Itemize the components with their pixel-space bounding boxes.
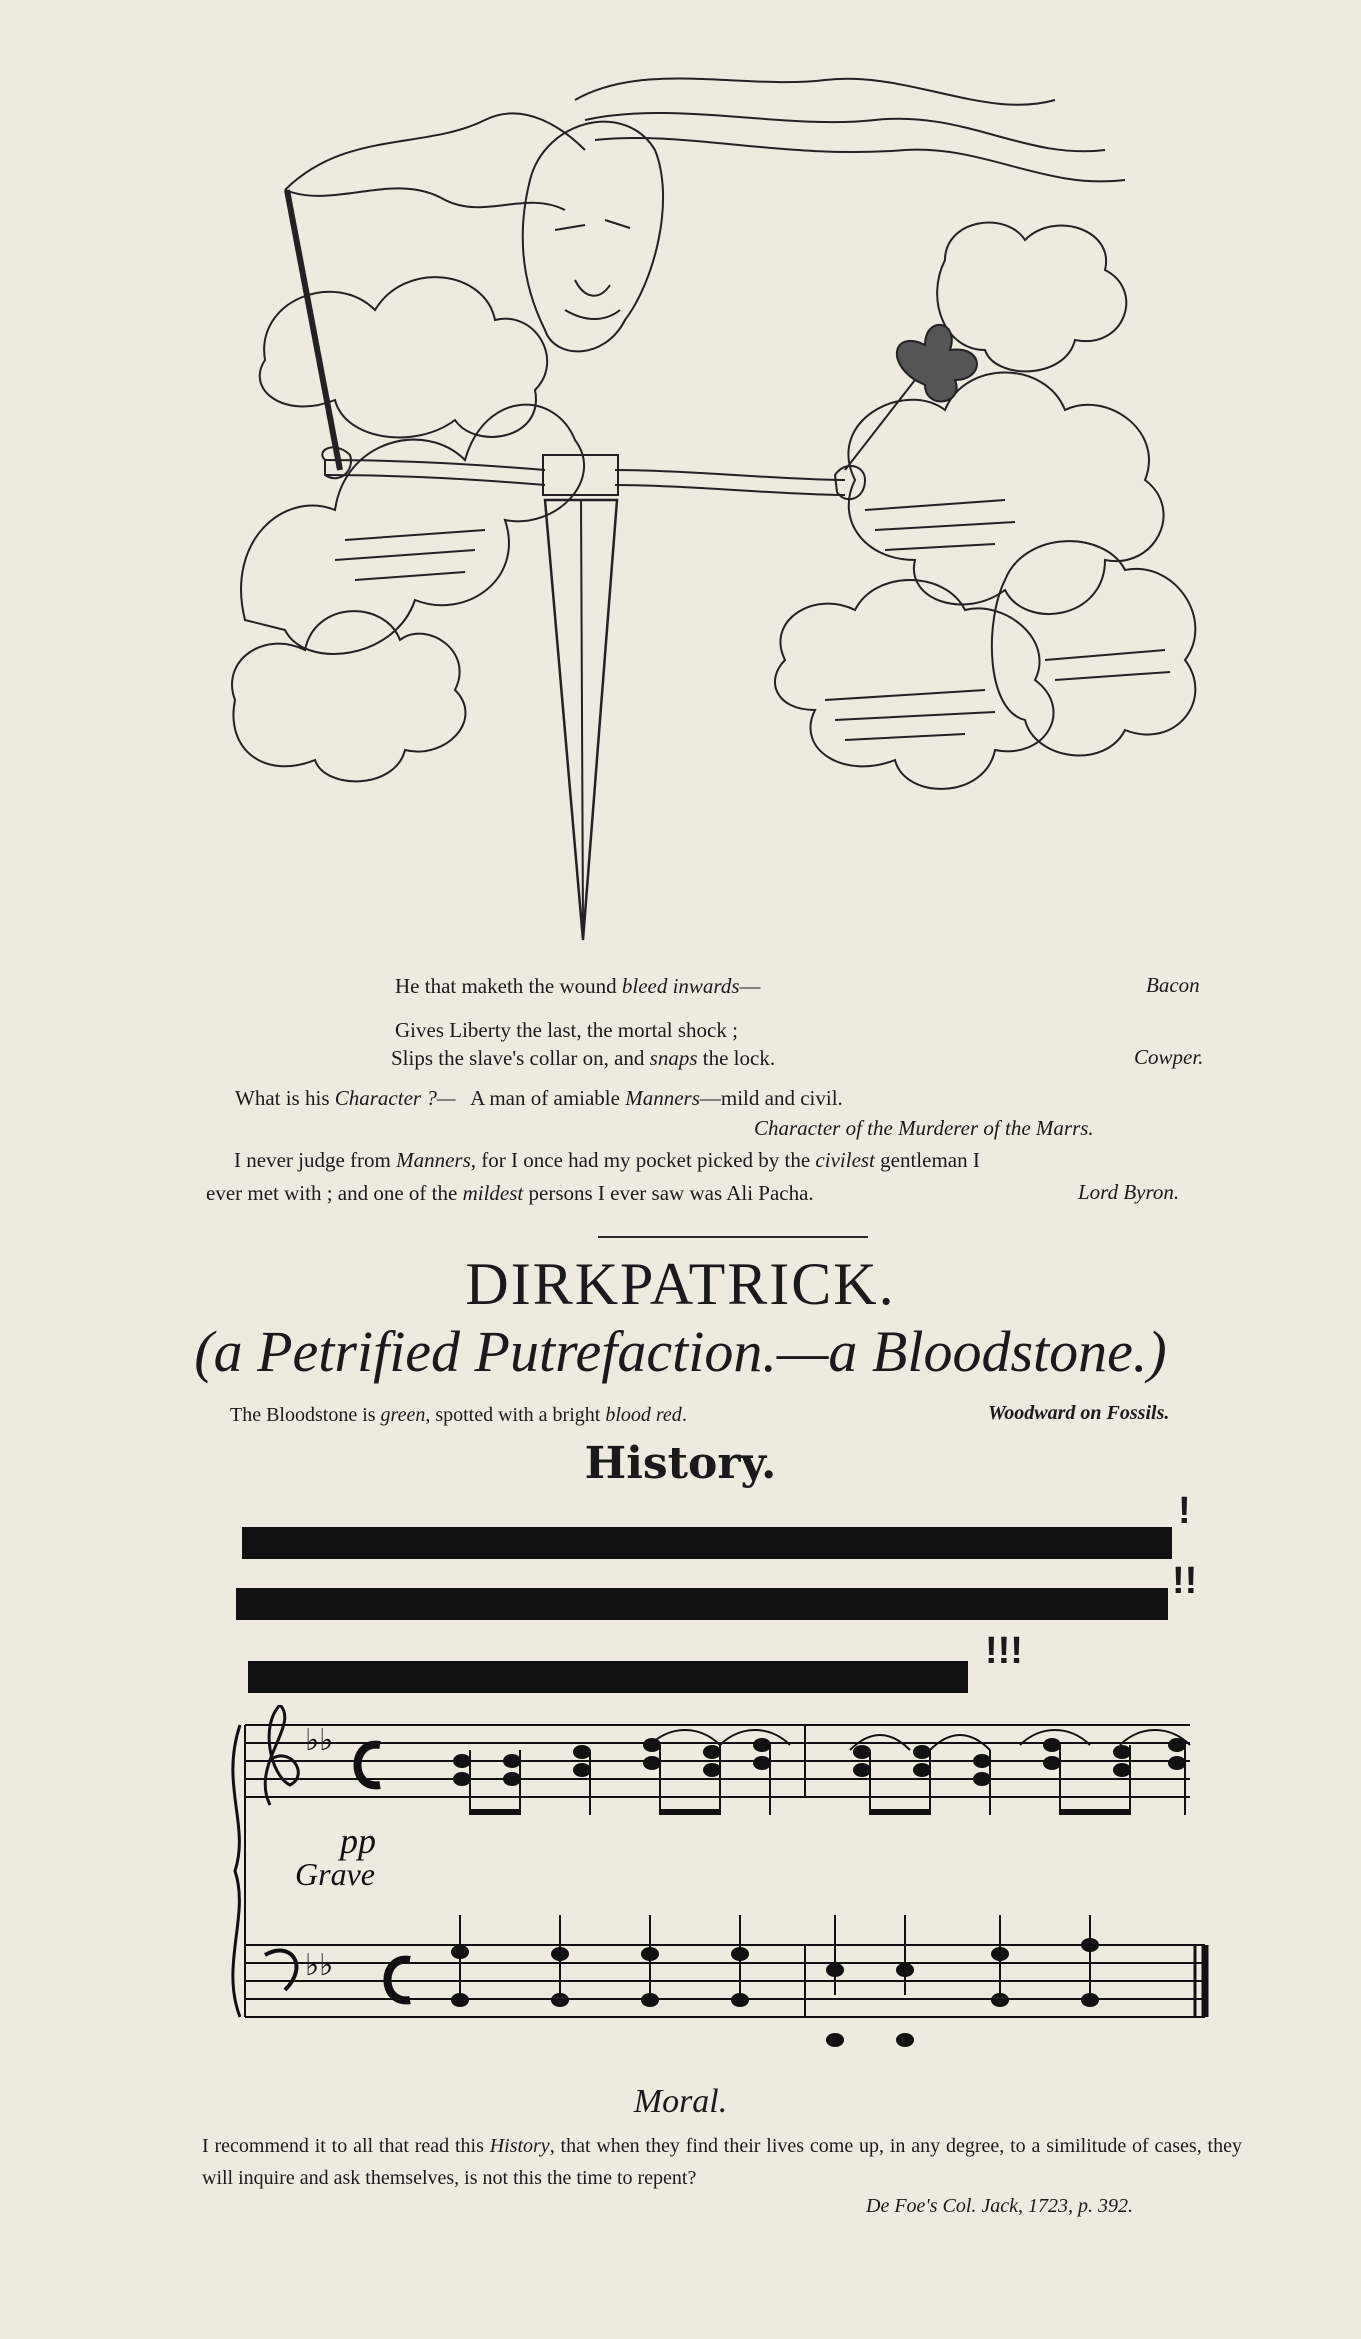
bloodstone-note — [230, 1402, 687, 1428]
history-heading: History. — [584, 1438, 777, 1489]
note-text: . — [681, 1404, 687, 1426]
quote-italic: civilest — [815, 1148, 875, 1172]
note-italic: green — [380, 1404, 426, 1426]
censor-bar-3 — [248, 1661, 968, 1693]
note-text: The Bloodstone is — [230, 1404, 381, 1426]
quote-italic: mildest — [462, 1181, 524, 1205]
quote-byron-line1 — [234, 1147, 980, 1173]
svg-text:♭♭: ♭♭ — [305, 1948, 334, 1983]
quote-text: He that maketh the wound — [395, 974, 622, 998]
quote-text: A man of amiable — [455, 1086, 626, 1110]
attribution-marrs: Character of the Murderer of the Marrs. — [754, 1116, 1094, 1140]
music-score — [230, 1705, 1220, 2085]
quote-text: Slips the slave's collar on, and — [391, 1046, 650, 1070]
quote-text: I never judge from — [234, 1148, 397, 1172]
attribution-cowper: Cowper. — [1134, 1045, 1204, 1069]
tempo-marking: Grave — [295, 1856, 375, 1892]
attribution-defoe: De Foe's Col. Jack, 1723, p. 392. — [866, 2195, 1134, 2217]
caricature-illustration — [225, 60, 1225, 980]
dynamic-marking: pp — [340, 1821, 376, 1861]
quote-text: persons I ever saw was Ali Pacha. — [523, 1181, 814, 1205]
moral-text: I recommend it to all that read this — [202, 2135, 490, 2157]
note-text: , spotted with a bright — [425, 1404, 606, 1426]
censor-bar-1 — [242, 1527, 1172, 1559]
page-title: DIRKPATRICK. — [465, 1251, 896, 1317]
exclamation-3: !!! — [985, 1630, 1023, 1672]
quote-italic: snaps — [649, 1046, 698, 1070]
svg-text:♭♭: ♭♭ — [305, 1723, 334, 1758]
quote-text: — — [739, 974, 761, 998]
quote-character — [235, 1085, 843, 1111]
quote-italic: bleed inwards — [621, 974, 740, 998]
quote-italic: Manners — [396, 1148, 471, 1172]
quote-text: What is his — [235, 1086, 335, 1110]
quote-cowper-line2 — [391, 1045, 775, 1071]
exclamation-2: !! — [1172, 1560, 1198, 1602]
quote-italic: Character ?— — [334, 1086, 456, 1110]
quote-cowper-line1: Gives Liberty the last, the mortal shock ; — [395, 1018, 738, 1042]
quote-italic: Manners — [625, 1086, 700, 1110]
attribution-bacon: Bacon — [1146, 973, 1200, 997]
quote-bacon — [395, 973, 761, 999]
quote-text: gentleman I — [874, 1148, 980, 1172]
quote-text: —mild and civil. — [699, 1086, 843, 1110]
quote-text: ever met with ; and one of the — [206, 1181, 463, 1205]
attribution-woodward: Woodward on Fossils. — [988, 1402, 1170, 1424]
exclamation-1: ! — [1178, 1490, 1191, 1532]
moral-text: , that when they find their lives come up, in any degree, to a similitude of cases, they will inquire and ask themselves, is not this the time to repent? — [202, 2135, 1242, 2189]
divider-rule — [598, 1236, 868, 1238]
moral-italic: History — [489, 2135, 550, 2157]
quote-byron-line2 — [206, 1180, 814, 1206]
quote-text: , for I once had my pocket picked by the — [470, 1148, 816, 1172]
censor-bar-2 — [236, 1588, 1168, 1620]
page-subtitle: (a Petrified Putrefaction.—a Bloodstone.) — [194, 1319, 1167, 1384]
note-italic: blood red — [605, 1404, 682, 1426]
quote-text: the lock. — [697, 1046, 776, 1070]
moral-heading: Moral. — [633, 2083, 728, 2120]
attribution-byron: Lord Byron. — [1078, 1180, 1180, 1204]
